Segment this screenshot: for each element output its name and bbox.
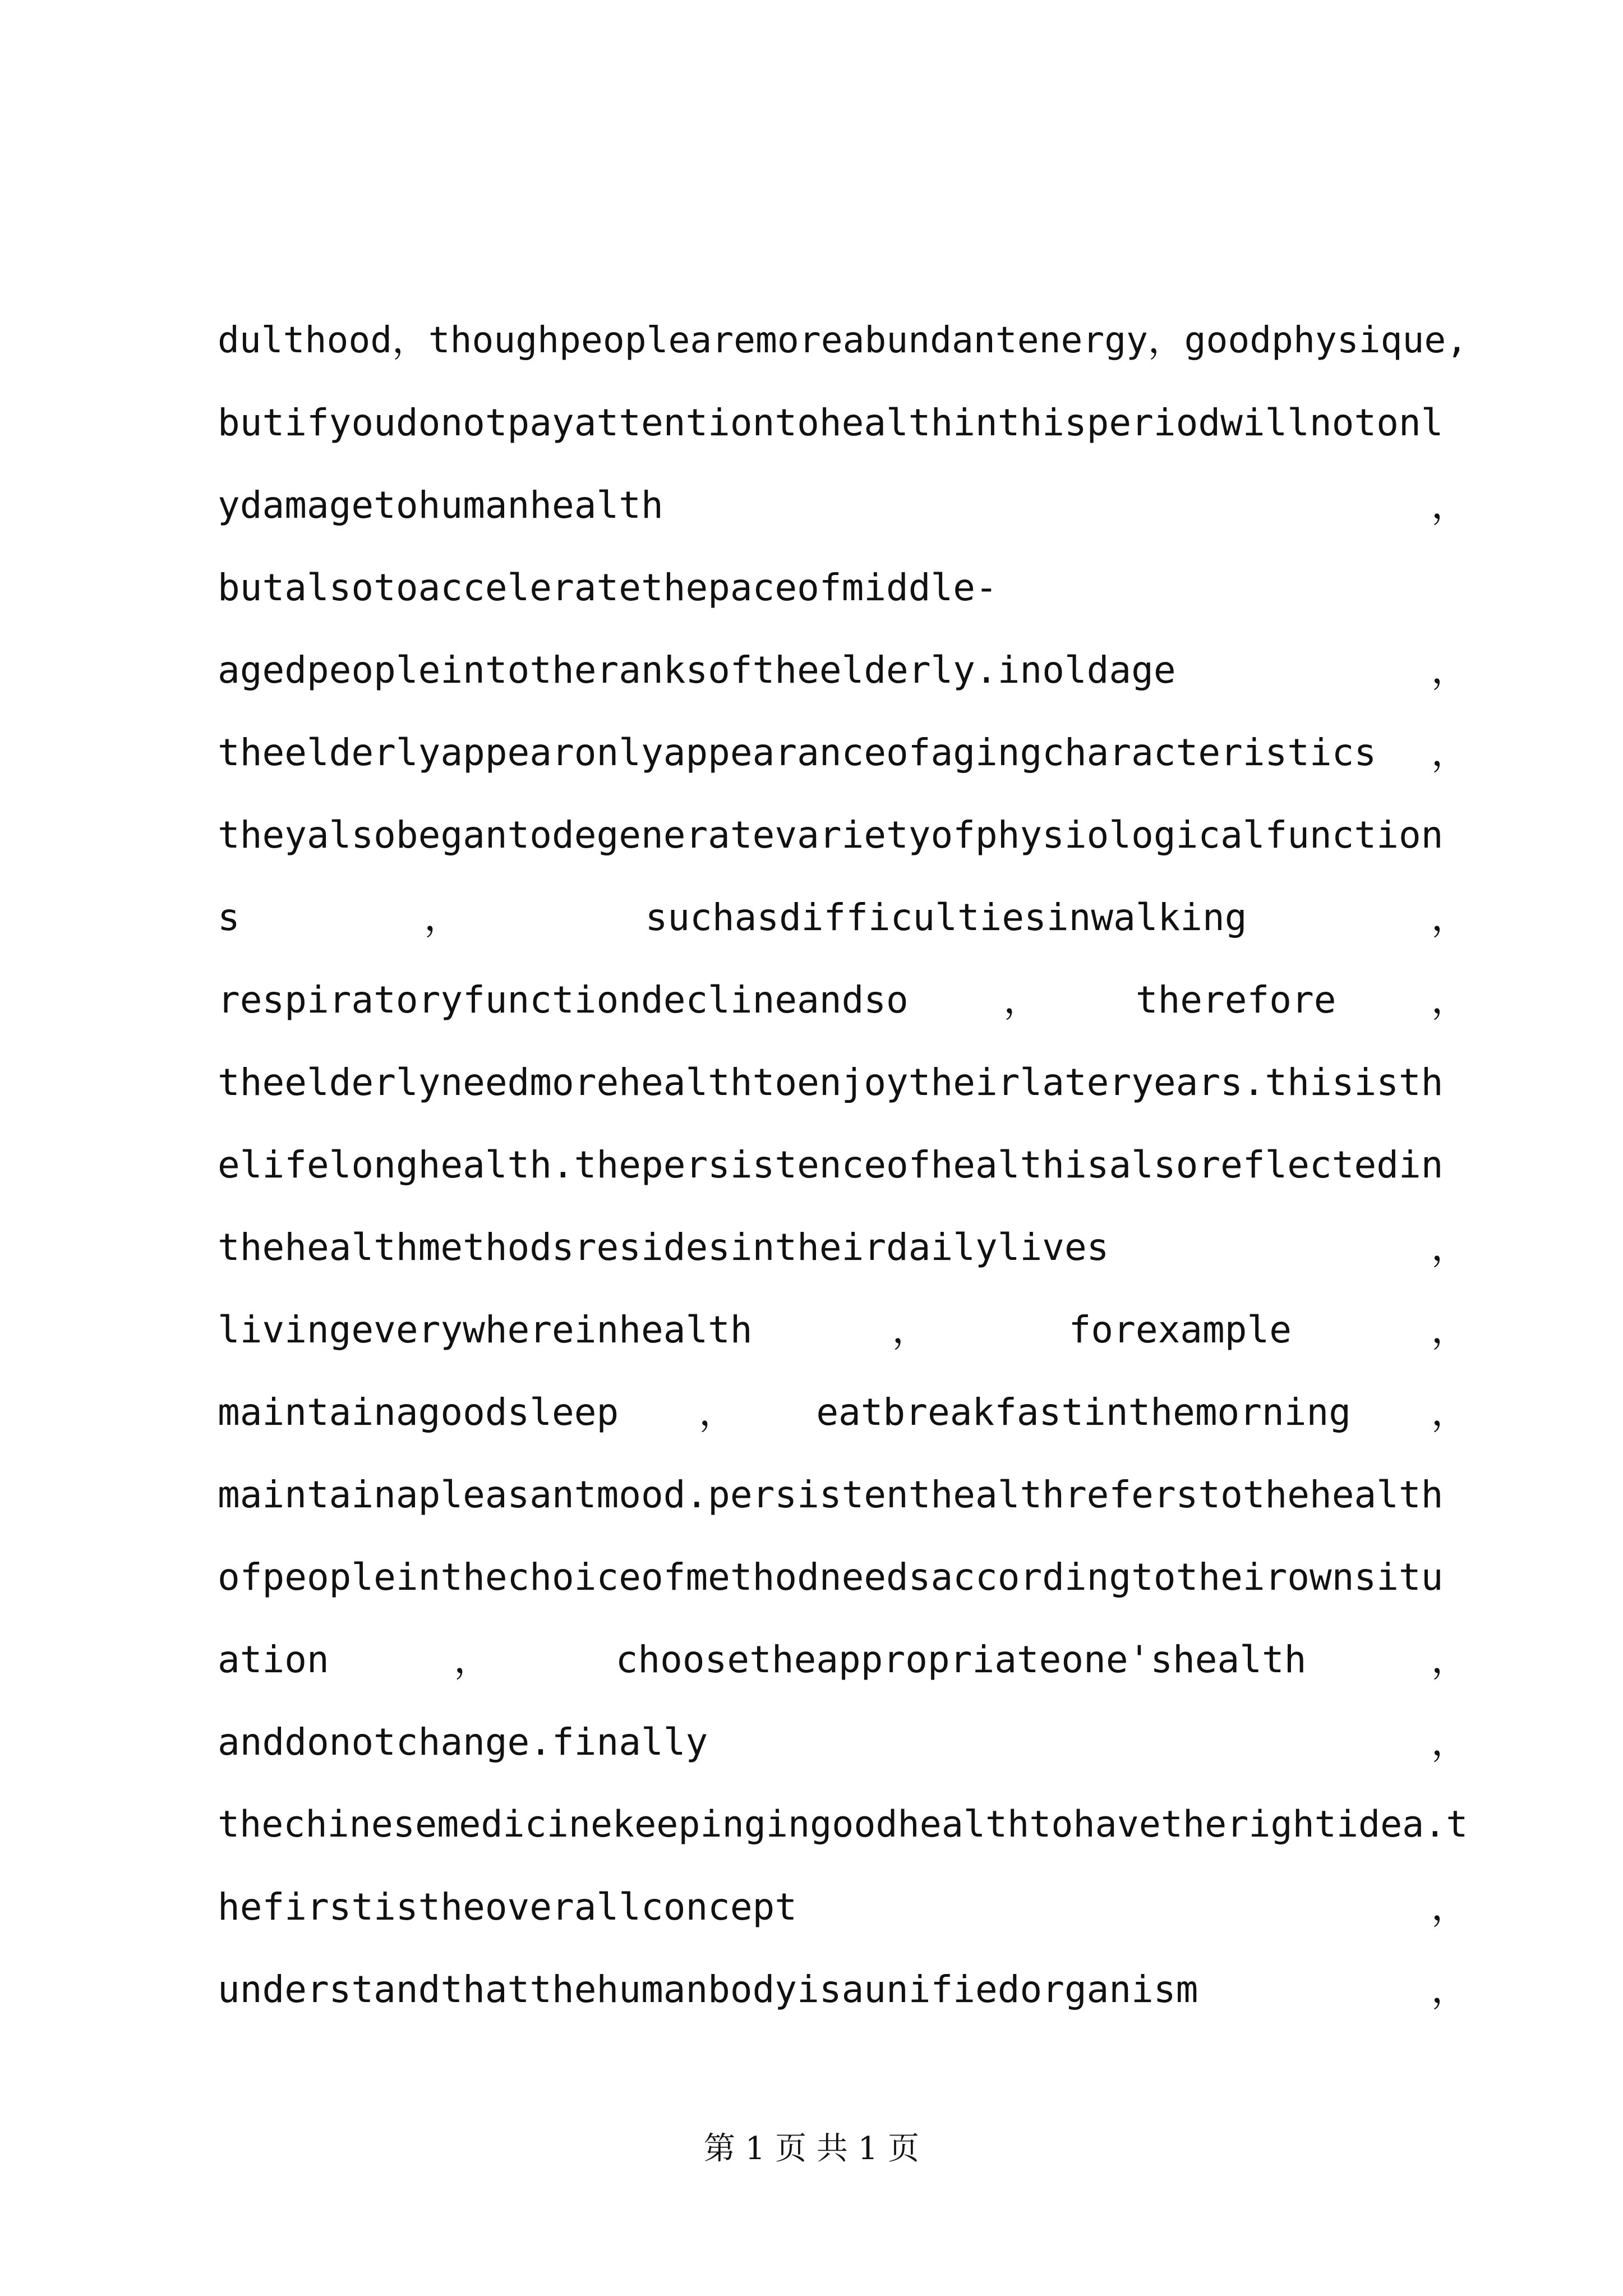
- text-segment: ，: [1431, 1720, 1468, 1764]
- text-line: butalsotoacceleratethepaceofmiddle-: [218, 566, 998, 609]
- text-segment: ation: [218, 1638, 329, 1681]
- text-segment: ，: [1431, 1308, 1468, 1351]
- text-line: maintainapleasantmood.persistenthealthreferstothehealth: [218, 1473, 1444, 1516]
- text-segment: ，: [424, 896, 462, 939]
- text-segment: ，: [1431, 731, 1468, 774]
- text-line: [218, 1627, 1468, 1709]
- page-footer: 第 1 页 共 1 页: [703, 2131, 920, 2167]
- text-line: theyalsobegantodegeneratevarietyofphysiologicalfunction: [218, 813, 1444, 857]
- body-text: [218, 307, 1468, 2039]
- text-segment: s: [218, 896, 240, 939]
- text-segment: ，: [1431, 896, 1468, 939]
- text-segment: anddonotchange.finally: [218, 1720, 708, 1764]
- text-segment: understandthatthehumanbodyisaunifiedorganism: [218, 1968, 1198, 2011]
- text-line: thechinesemedicinekeepingingoodhealthtohavetherightidea.t: [218, 1803, 1468, 1846]
- text-segment: ，: [454, 1638, 491, 1681]
- text-line: ofpeopleinthechoiceofmethodneedsaccordingtotheirownsitu: [218, 1556, 1444, 1599]
- text-line: [218, 967, 1468, 1050]
- text-segment: hefirstistheoverallconcept: [218, 1885, 797, 1929]
- text-line: butifyoudonotpayattentiontohealthinthisperiodwillnotonl: [218, 401, 1444, 444]
- text-segment: ydamagetohumanhealth: [218, 484, 663, 527]
- text-segment: ，: [699, 1391, 736, 1434]
- text-line: [218, 1874, 1468, 1957]
- text-line: [218, 637, 1468, 720]
- text-segment: suchasdifficultiesinwalking: [645, 896, 1247, 939]
- text-segment: livingeverywhereinhealth: [218, 1308, 753, 1351]
- text-segment: forexample: [1068, 1308, 1292, 1351]
- text-line: [218, 1379, 1468, 1462]
- text-segment: respiratoryfunctiondeclineandso: [218, 978, 909, 1022]
- text-segment: ，: [1431, 1638, 1468, 1681]
- text-segment: ，: [1431, 1391, 1468, 1434]
- text-line: [218, 1709, 1468, 1792]
- text-segment: therefore: [1135, 978, 1336, 1022]
- text-segment: ，: [1431, 978, 1468, 1022]
- text-line: elifelonghealth.thepersistenceofhealthisalsoreflectedin: [218, 1143, 1444, 1186]
- text-line: [218, 1297, 1468, 1379]
- text-segment: choosetheappropriateone'shealth: [615, 1638, 1307, 1681]
- text-segment: ，: [1431, 648, 1468, 692]
- text-segment: agedpeopleintotheranksoftheelderly.inoldage: [218, 648, 1176, 692]
- text-segment: ，: [1003, 978, 1041, 1022]
- text-segment: ，: [1431, 484, 1468, 527]
- text-line: [218, 1957, 1468, 2039]
- text-line: [218, 1214, 1468, 1297]
- text-segment: theelderlyappearonlyappearanceofagingcharacteristics: [218, 731, 1377, 774]
- text-line: dulthood，thoughpeoplearemoreabundantenergy，goodphysique,: [218, 319, 1468, 361]
- text-segment: ，: [1431, 1885, 1468, 1929]
- text-segment: eatbreakfastinthemorning: [816, 1391, 1351, 1434]
- text-line: [218, 472, 1468, 555]
- text-segment: maintainagoodsleep: [218, 1391, 619, 1434]
- text-segment: ，: [892, 1308, 929, 1351]
- text-segment: thehealthmethodsresidesintheirdailylives: [218, 1226, 1109, 1269]
- text-line: theelderlyneedmorehealthtoenjoytheirlateryears.thisisth: [218, 1061, 1444, 1104]
- text-line: [218, 885, 1468, 967]
- text-line: [218, 720, 1468, 802]
- text-segment: ，: [1431, 1968, 1468, 2011]
- text-segment: ，: [1431, 1226, 1468, 1269]
